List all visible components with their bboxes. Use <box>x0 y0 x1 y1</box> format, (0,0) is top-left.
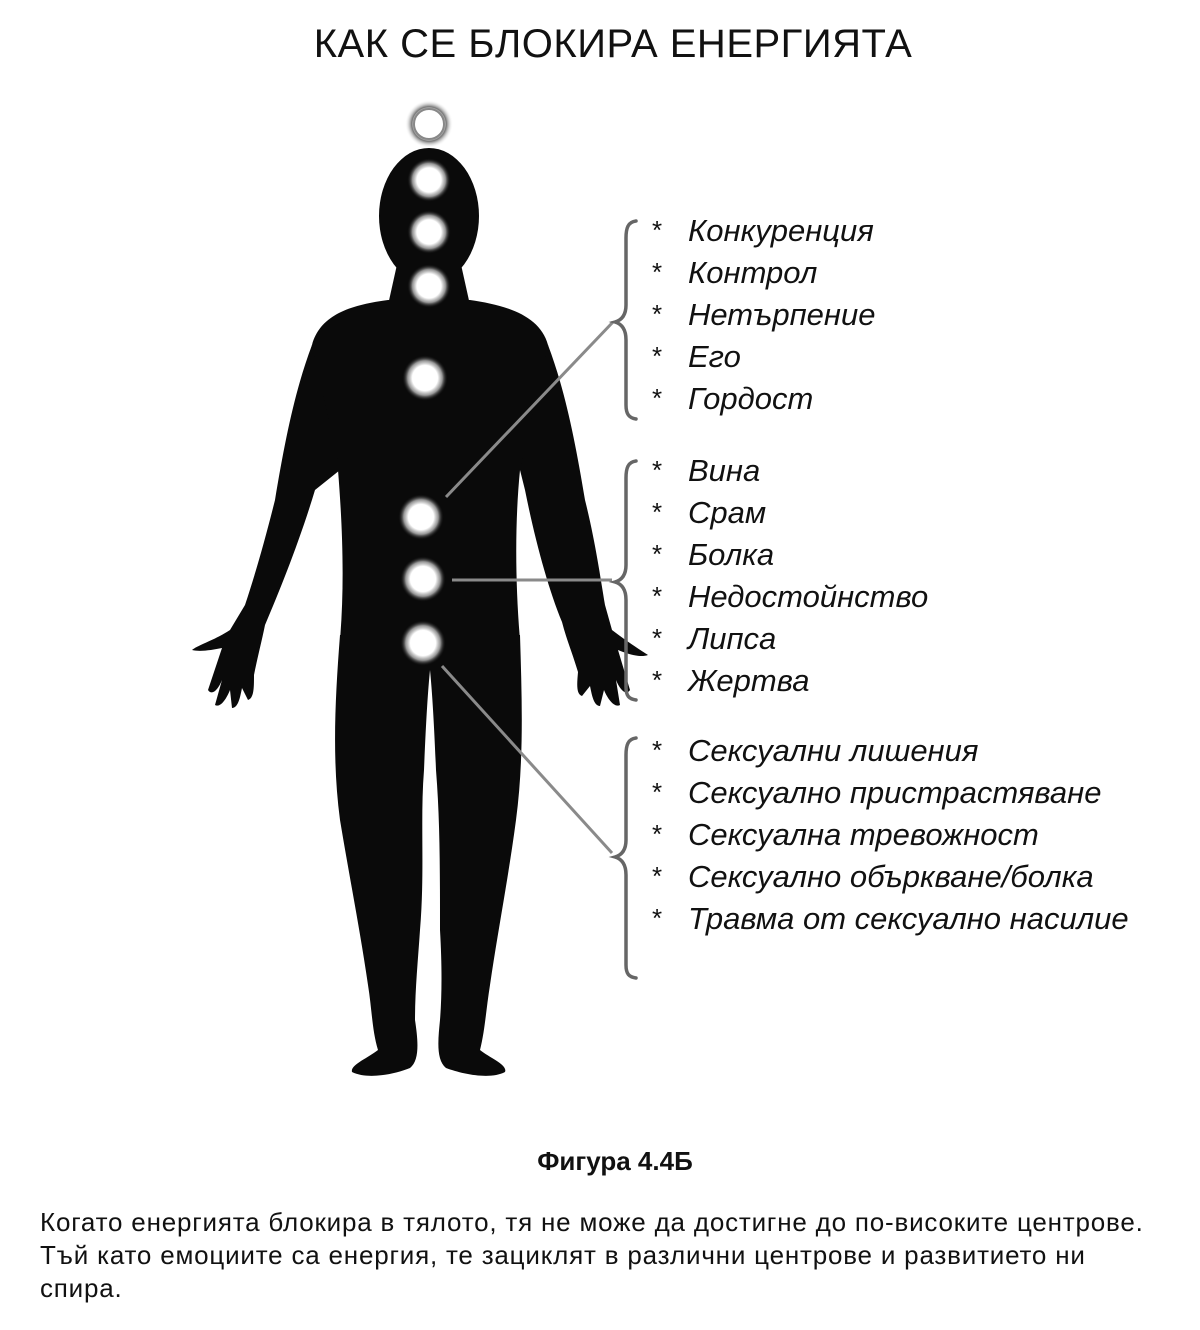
solar-plexus-chakra <box>398 494 444 540</box>
bullet-star: * <box>652 819 663 849</box>
bullet-star: * <box>652 903 663 933</box>
throat-chakra <box>407 264 451 308</box>
bullet-star: * <box>652 383 663 413</box>
list-item: * Сексуална тревожност <box>652 817 1039 852</box>
figure-caption: Когато енергията блокира в тялото, тя не може да достигне до по-високите центрове. Тъй като емоциите са енергия, те зациклят в различни центрове и развитието ни спира. <box>40 1207 1144 1303</box>
list-item: * Гордост <box>652 381 814 416</box>
list-item: * Контрол <box>652 255 818 290</box>
brace-group-1 <box>615 221 636 419</box>
throat-upper-chakra <box>407 210 451 254</box>
list-item: * Конкуренция <box>652 213 874 248</box>
bullet-star: * <box>652 341 663 371</box>
list-item: * Вина <box>652 453 761 488</box>
bullet-star: * <box>652 777 663 807</box>
list-item: * Болка <box>652 537 775 572</box>
heart-chakra <box>402 355 448 401</box>
root-chakra <box>400 620 446 666</box>
bullet-star: * <box>652 455 663 485</box>
list-item: * Жертва <box>652 663 810 698</box>
bullet-star: * <box>652 861 663 891</box>
list-item: * Сексуални лишения <box>652 733 979 768</box>
bullet-star: * <box>652 215 663 245</box>
legs-shape <box>335 635 522 1076</box>
bullet-star: * <box>652 665 663 695</box>
bullet-star: * <box>652 257 663 287</box>
bullet-star: * <box>652 299 663 329</box>
list-item: * Липса <box>652 621 777 656</box>
bullet-star: * <box>652 581 663 611</box>
left-arm-shape <box>192 345 340 708</box>
crown-chakra <box>414 109 444 139</box>
group-braces <box>615 221 636 978</box>
figure-label: Фигура 4.4Б <box>537 1146 693 1176</box>
brace-group-3 <box>615 738 636 978</box>
list-item: * Сексуално пристрастяване <box>652 775 1102 810</box>
page-title: КАК СЕ БЛОКИРА ЕНЕРГИЯТА <box>313 22 913 66</box>
sacral-chakra <box>400 556 446 602</box>
list-item: * Срам <box>652 495 767 530</box>
list-item: * Недостойнство <box>652 579 929 614</box>
third-eye-chakra <box>407 158 451 202</box>
list-item: * Нетърпение <box>652 297 876 332</box>
list-item: * Травма от сексуално насилие <box>652 901 1129 936</box>
bullet-star: * <box>652 623 663 653</box>
bullet-star: * <box>652 539 663 569</box>
bullet-star: * <box>652 735 663 765</box>
bullet-star: * <box>652 497 663 527</box>
list-item: * Его <box>652 339 741 374</box>
list-item: * Сексуално объркване/болка <box>652 859 1094 894</box>
